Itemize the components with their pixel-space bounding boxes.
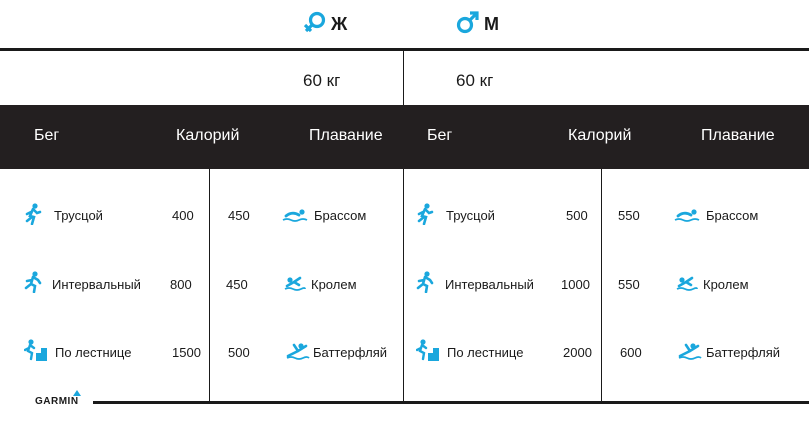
freestyle-swimmer-icon xyxy=(284,275,306,291)
male-calories-header: Калорий xyxy=(568,127,632,144)
male-column-divider xyxy=(601,169,602,402)
female-run-label-1: Трусцой xyxy=(54,208,103,223)
female-swim-cal-2: 450 xyxy=(226,277,248,292)
breaststroke-swimmer-icon xyxy=(282,208,308,222)
breaststroke-swimmer-icon xyxy=(674,208,700,222)
freestyle-swimmer-icon xyxy=(676,275,698,291)
female-run-cal-3: 1500 xyxy=(172,345,201,360)
female-swim-label-1: Брассом xyxy=(314,208,367,223)
male-run-cal-2: 1000 xyxy=(561,277,590,292)
male-run-cal-1: 500 xyxy=(566,208,588,223)
top-divider xyxy=(0,48,809,51)
stair-runner-icon xyxy=(24,339,50,361)
female-swim-label-2: Кролем xyxy=(311,277,357,292)
female-run-cal-2: 800 xyxy=(170,277,192,292)
male-run-cal-3: 2000 xyxy=(563,345,592,360)
male-run-label-1: Трусцой xyxy=(446,208,495,223)
bottom-divider xyxy=(93,401,809,404)
gender-divider xyxy=(403,169,404,402)
garmin-logo: GARMIN xyxy=(35,396,79,407)
male-swim-cal-3: 600 xyxy=(620,345,642,360)
female-calories-header: Калорий xyxy=(176,127,240,144)
stair-runner-icon xyxy=(416,339,442,361)
female-symbol-icon xyxy=(303,10,329,36)
male-symbol-icon xyxy=(455,10,481,36)
female-swim-label-3: Баттерфляй xyxy=(313,345,387,360)
female-swim-cal-3: 500 xyxy=(228,345,250,360)
column-header-band xyxy=(0,105,809,169)
female-run-label-2: Интервальный xyxy=(52,277,141,292)
male-swim-label-1: Брассом xyxy=(706,208,759,223)
butterfly-swimmer-icon xyxy=(286,342,310,360)
female-swim-cal-1: 450 xyxy=(228,208,250,223)
male-swim-label-2: Кролем xyxy=(703,277,749,292)
male-swim-label-3: Баттерфляй xyxy=(706,345,780,360)
male-weight: 60 кг xyxy=(456,71,494,90)
female-run-label-3: По лестнице xyxy=(55,345,132,360)
female-column-divider xyxy=(209,169,210,402)
female-label: Ж xyxy=(331,14,348,34)
male-run-header: Бег xyxy=(427,127,453,144)
interval-runner-icon xyxy=(24,271,42,293)
weight-divider xyxy=(403,51,404,105)
jogging-runner-icon xyxy=(416,203,434,225)
female-run-header: Бег xyxy=(34,127,60,144)
female-weight: 60 кг xyxy=(303,71,341,90)
male-label: М xyxy=(484,14,499,34)
butterfly-swimmer-icon xyxy=(678,342,702,360)
female-run-cal-1: 400 xyxy=(172,208,194,223)
male-swim-cal-1: 550 xyxy=(618,208,640,223)
jogging-runner-icon xyxy=(24,203,42,225)
male-run-label-2: Интервальный xyxy=(445,277,534,292)
male-swim-header: Плавание xyxy=(701,127,775,144)
male-swim-cal-2: 550 xyxy=(618,277,640,292)
interval-runner-icon xyxy=(416,271,434,293)
female-swim-header: Плавание xyxy=(309,127,383,144)
garmin-triangle-icon xyxy=(73,390,81,396)
male-run-label-3: По лестнице xyxy=(447,345,524,360)
